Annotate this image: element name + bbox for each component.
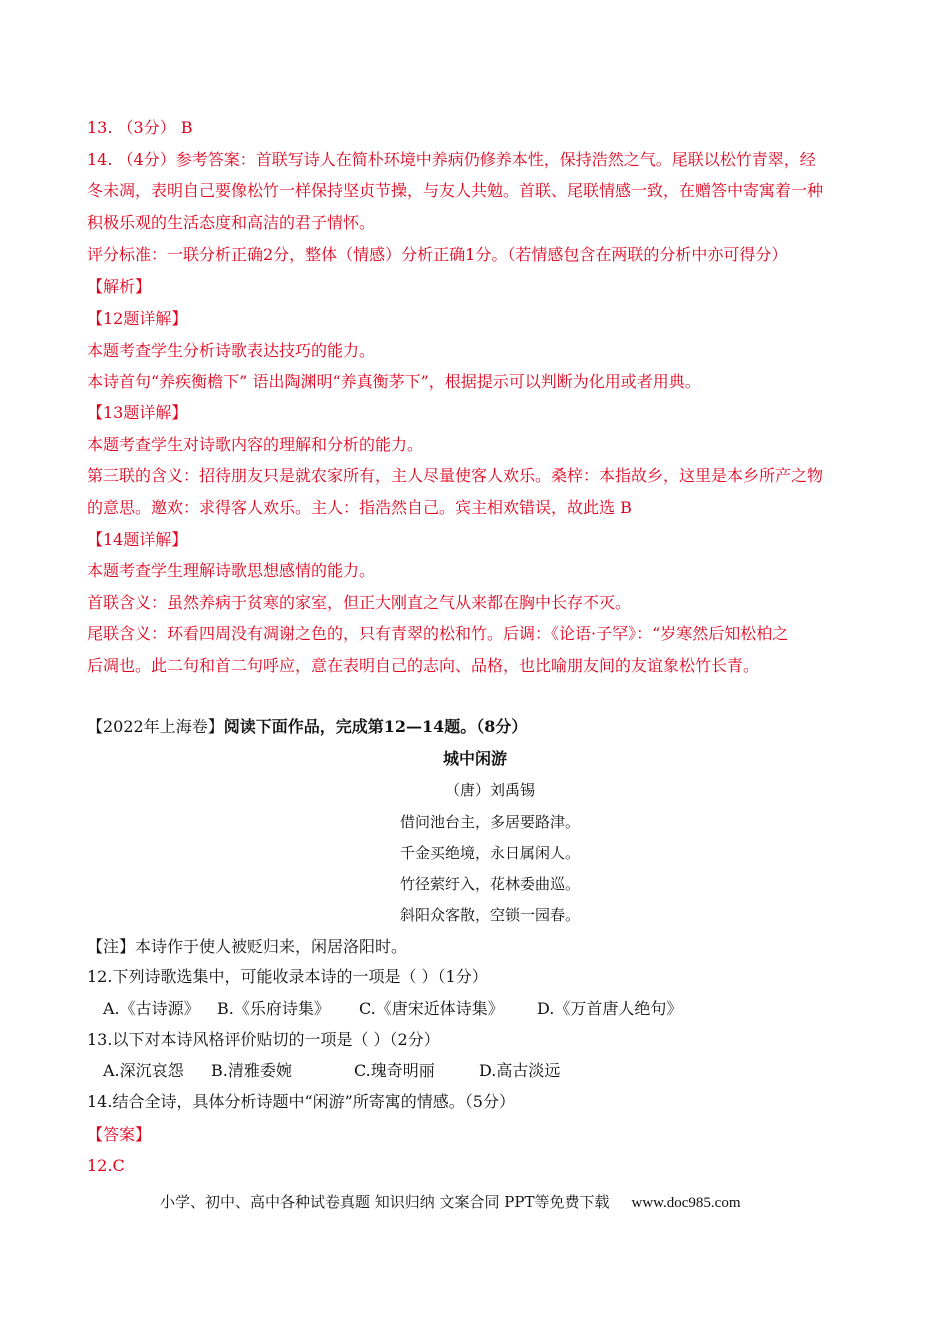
section-header [87,716,527,738]
footer-url[interactable]: www.doc985.com [631,1195,741,1211]
q13-option-c: C.瑰奇明丽 [354,1061,435,1080]
q13-option-a: A.深沉哀怨 [103,1061,184,1080]
section-instruction: 阅读下面作品，完成第12—14题。（8分） [223,717,528,736]
q13-option-d: D.高古淡远 [479,1061,561,1080]
poem-line-2: 千金买绝境，永日属闲人。 [399,844,580,862]
q12-option-c: C.《唐宋近体诗集》 [359,999,504,1018]
poem-line-3: 竹径萦纡入，花林委曲巡。 [399,875,580,893]
answer-14-line-1: 14. （4分）参考答案：首联写诗人在简朴环境中养病仍修养本性，保持浩然之气。尾联以松竹青翠，经 [87,150,816,169]
answer-13: 13. （3分） B [87,118,193,137]
question-13: 13.以下对本诗风格评价贴切的一项是（ ）（2分） [87,1030,440,1049]
poem-author: （唐）刘禹锡 [444,781,535,799]
detail-12-line-2: 本诗首句“养疾衡檐下” 语出陶渊明“养真衡茅下”，根据提示可以判断为化用或者用典。 [87,372,701,391]
detail-13-tag: 【13题详解】 [87,403,188,422]
q12-option-b: B.《乐府诗集》 [217,999,330,1018]
answer-14-line-3: 积极乐观的生活态度和高洁的君子情怀。 [87,213,376,232]
question-14: 14.结合全诗，具体分析诗题中“闲游”所寄寓的情感。（5分） [87,1092,515,1111]
question-12-options [103,998,682,1020]
detail-12-tag: 【12题详解】 [87,309,188,328]
detail-12-line-1: 本题考查学生分析诗歌表达技巧的能力。 [87,341,376,360]
detail-14-line-4: 后凋也。此二句和首二句呼应，意在表明自己的志向、品格，也比喻朋友间的友谊象松竹长青。 [87,656,760,675]
detail-13-line-2: 第三联的含义：招待朋友只是就农家所有，主人尽量使客人欢乐。桑梓：本指故乡，这里是本乡所产之物 [87,466,824,485]
question-13-options [103,1060,560,1082]
answer-12: 12.C [87,1156,125,1175]
poem-note: 【注】本诗作于使人被贬归来，闲居洛阳时。 [87,937,408,956]
scoring-criteria: 评分标准：一联分析正确2分，整体（情感）分析正确1分。（若情感包含在两联的分析中亦可得分） [87,245,788,264]
q13-option-b: B.清雅委婉 [211,1061,292,1080]
question-12: 12.下列诗歌选集中，可能收录本诗的一项是（ ）（1分） [87,967,488,986]
detail-13-line-1: 本题考查学生对诗歌内容的理解和分析的能力。 [87,435,424,454]
q12-option-a: A.《古诗源》 [103,999,200,1018]
detail-14-line-2: 首联含义：虽然养病于贫寒的家室，但正大刚直之气从来都在胸中长存不灭。 [87,593,632,612]
answer-tag: 【答案】 [87,1125,152,1144]
poem-title: 城中闲游 [442,749,507,768]
detail-13-line-3: 的意思。邀欢：求得客人欢乐。主人：指浩然自己。宾主相欢错误，故此选 B [87,498,632,517]
poem-line-4: 斜阳众客散，空锁一园春。 [399,906,580,924]
answer-14-line-2: 冬未凋，表明自己要像松竹一样保持坚贞节操，与友人共勉。首联、尾联情感一致，在赠答中寄寓着一种 [87,181,824,200]
q12-option-d: D.《万首唐人绝句》 [537,999,683,1018]
detail-14-line-3: 尾联含义：环看四周没有凋谢之色的，只有青翠的松和竹。后调：《论语·子罕》：“岁寒然后知松柏之 [87,624,789,643]
page-footer [160,1191,741,1212]
footer-text: 小学、初中、高中各种试卷真题 知识归纳 文案合同 PPT等免费下载 [160,1193,610,1211]
section-source: 【2022年上海卷】 [87,717,224,736]
detail-14-tag: 【14题详解】 [87,530,188,549]
detail-14-line-1: 本题考查学生理解诗歌思想感情的能力。 [87,561,376,580]
analysis-tag: 【解析】 [87,277,152,296]
poem-line-1: 借问池台主，多居要路津。 [399,813,580,831]
